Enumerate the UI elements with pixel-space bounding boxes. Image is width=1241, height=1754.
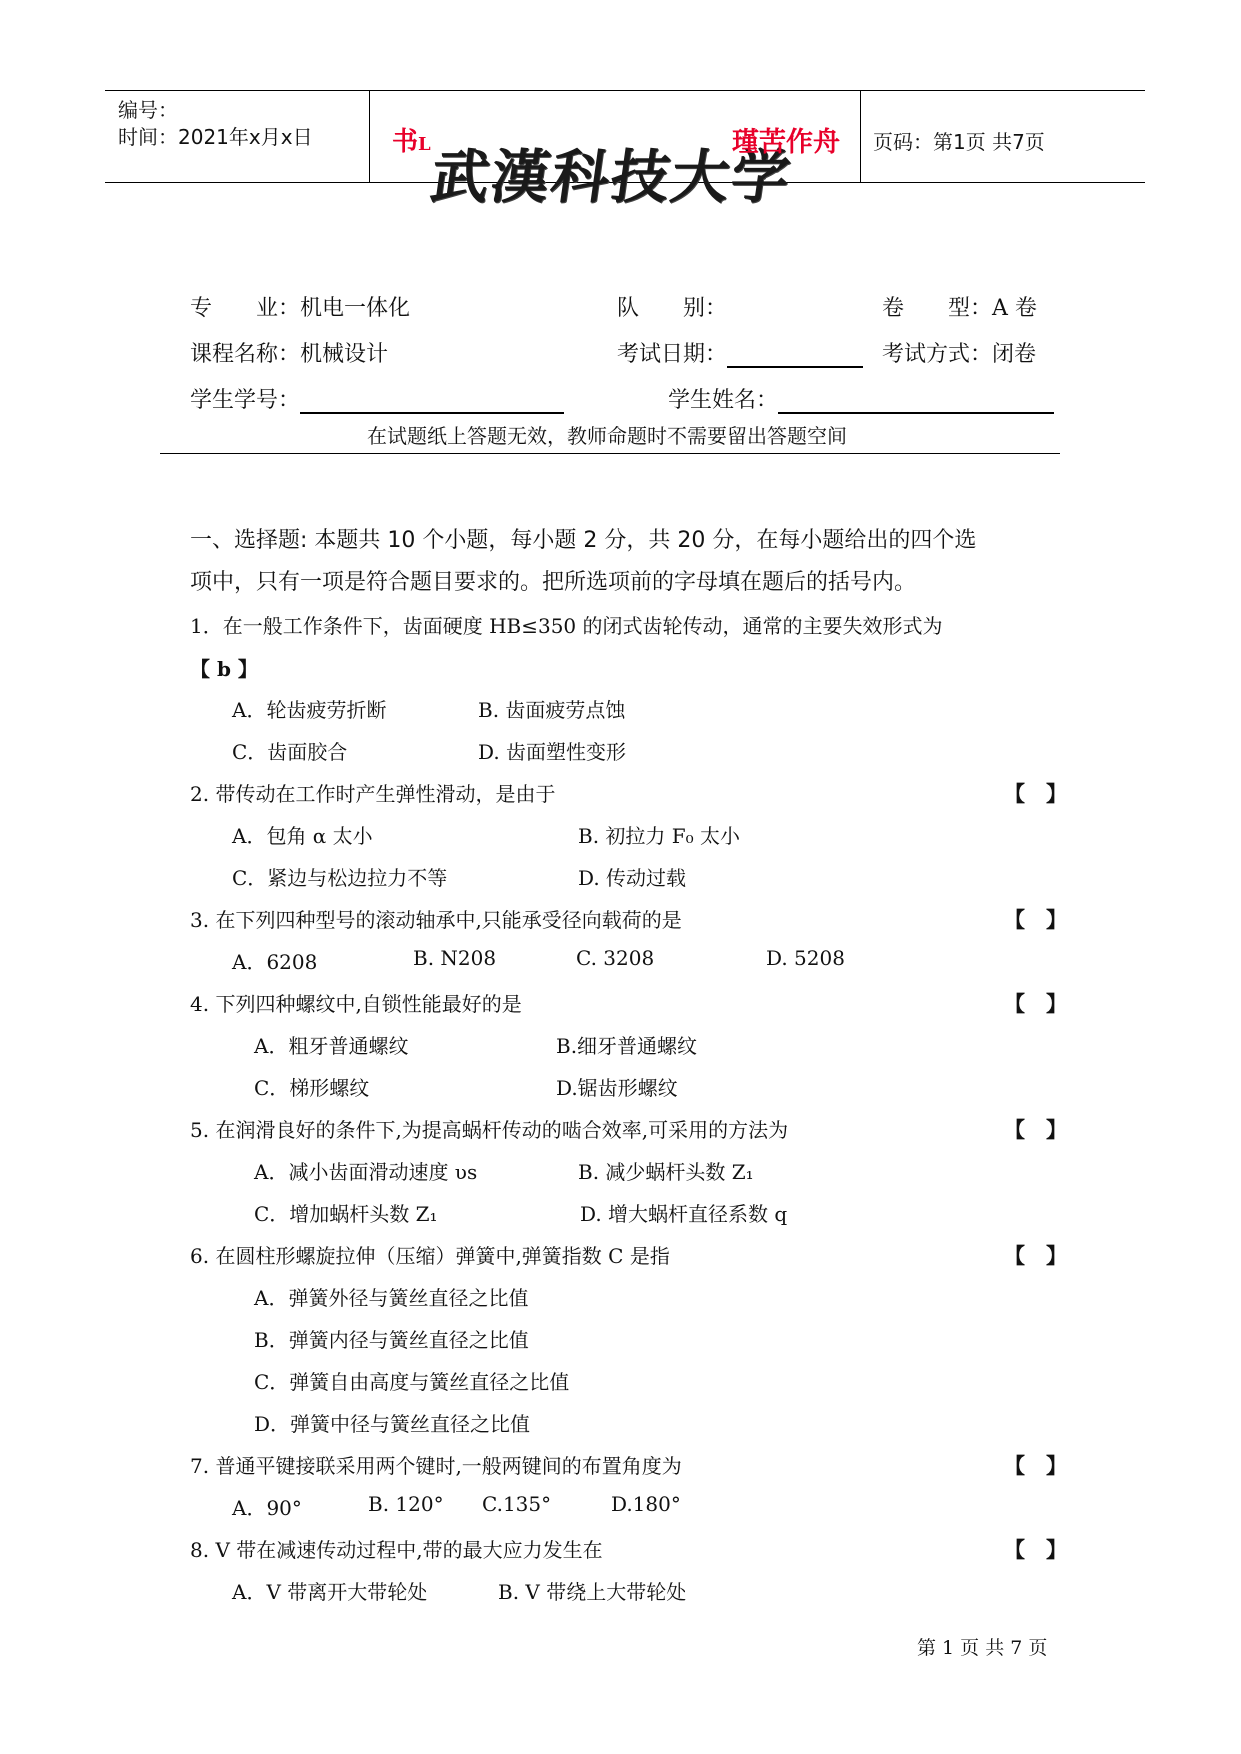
slogan-left-cut: L xyxy=(418,134,431,155)
question-1-stem: 1．在一般工作条件下，齿面硬度 HB≤350 的闭式齿轮传动，通常的主要失效形式为 xyxy=(190,614,943,638)
question-5-stem: 5. 在润滑良好的条件下,为提高蜗杆传动的啮合效率,可采用的方法为 xyxy=(190,1118,789,1142)
exam-date-blank[interactable] xyxy=(727,340,863,368)
question-1-option-b[interactable]: B. 齿面疲劳点蚀 xyxy=(478,698,626,722)
header-divider-left xyxy=(369,90,370,183)
doc-number-label: 编号： xyxy=(118,98,178,122)
section1-title-line2: 项中，只有一项是符合题目要求的。把所选项前的字母填在题后的括号内。 xyxy=(190,570,917,595)
question-6-stem: 6. 在圆柱形螺旋拉伸（压缩）弹簧中,弹簧指数 C 是指 xyxy=(190,1244,670,1268)
team-field: 队 别： xyxy=(617,296,728,321)
question-7-bracket[interactable]: 【 】 xyxy=(1004,1453,1067,1478)
question-2-option-d[interactable]: D. 传动过载 xyxy=(578,866,687,890)
question-3-option-c[interactable]: C. 3208 xyxy=(576,946,655,970)
question-8-option-a[interactable]: A．V 带离开大带轮处 xyxy=(232,1580,428,1604)
answer-notice: 在试题纸上答题无效，教师命题时不需要留出答题空间 xyxy=(367,424,847,448)
question-2-option-c[interactable]: C．紧边与松边拉力不等 xyxy=(232,866,448,890)
question-2-stem: 2. 带传动在工作时产生弹性滑动，是由于 xyxy=(190,782,556,806)
slogan-left-char: 书 xyxy=(392,127,419,157)
student-id-field xyxy=(190,383,564,414)
question-8-option-b[interactable]: B. V 带绕上大带轮处 xyxy=(498,1580,687,1604)
question-3-bracket[interactable]: 【 】 xyxy=(1004,907,1067,932)
student-name-label: 学生姓名： xyxy=(668,388,779,413)
header-top-border xyxy=(105,90,1145,91)
question-4-stem: 4. 下列四种螺纹中,自锁性能最好的是 xyxy=(190,992,522,1016)
major-field: 专 业：机电一体化 xyxy=(190,296,411,321)
question-5-option-a[interactable]: A．减小齿面滑动速度 υs xyxy=(254,1160,478,1184)
student-name-blank[interactable] xyxy=(778,386,1054,414)
question-4-option-c[interactable]: C．梯形螺纹 xyxy=(254,1076,370,1100)
question-8-bracket[interactable]: 【 】 xyxy=(1004,1537,1067,1562)
question-7-option-d[interactable]: D.180° xyxy=(611,1492,681,1516)
question-5-bracket[interactable]: 【 】 xyxy=(1004,1117,1067,1142)
question-7-option-a[interactable]: A．90° xyxy=(232,1496,302,1520)
section1-title-line1: 一、选择题: 本题共 10 个小题，每小题 2 分，共 20 分，在每小题给出的四个选 xyxy=(190,528,977,553)
question-4-option-a[interactable]: A．粗牙普通螺纹 xyxy=(254,1034,409,1058)
page-code: 页码：第1页 共7页 xyxy=(873,130,1045,154)
question-2-bracket[interactable]: 【 】 xyxy=(1004,781,1067,806)
exam-date-label: 考试日期： xyxy=(617,342,728,367)
header-divider-right xyxy=(860,90,861,183)
question-8-stem: 8. V 带在减速传动过程中,带的最大应力发生在 xyxy=(190,1538,603,1562)
question-5-option-b[interactable]: B. 减少蜗杆头数 Z₁ xyxy=(578,1160,754,1184)
question-4-option-d[interactable]: D.锯齿形螺纹 xyxy=(556,1076,678,1100)
question-1-option-c[interactable]: C．齿面胶合 xyxy=(232,740,348,764)
question-4-bracket[interactable]: 【 】 xyxy=(1004,991,1067,1016)
question-6-option-b[interactable]: B．弹簧内径与簧丝直径之比值 xyxy=(254,1328,529,1352)
question-3-stem: 3. 在下列四种型号的滚动轴承中,只能承受径向载荷的是 xyxy=(190,908,682,932)
course-name-field: 课程名称：机械设计 xyxy=(190,342,389,367)
page-footer: 第 1 页 共 7 页 xyxy=(917,1637,1048,1659)
question-6-option-a[interactable]: A．弹簧外径与簧丝直径之比值 xyxy=(254,1286,529,1310)
question-1-answer[interactable]: 【 b 】 xyxy=(190,657,258,681)
question-5-option-d[interactable]: D. 增大蜗杆直径系数 q xyxy=(580,1202,788,1226)
student-id-blank[interactable] xyxy=(300,386,564,414)
doc-time-label: 时间：2021年x月x日 xyxy=(118,125,313,149)
question-7-option-b[interactable]: B. 120° xyxy=(368,1492,444,1516)
question-3-option-d[interactable]: D. 5208 xyxy=(766,946,845,970)
slogan-left xyxy=(392,121,431,158)
question-7-option-c[interactable]: C.135° xyxy=(482,1492,552,1516)
question-2-option-b[interactable]: B. 初拉力 F₀ 太小 xyxy=(578,824,741,848)
question-3-option-b[interactable]: B. N208 xyxy=(413,946,497,970)
slogan-right: 瑾苦作舟 xyxy=(732,127,840,158)
question-1-option-d[interactable]: D. 齿面塑性变形 xyxy=(478,740,627,764)
question-2-option-a[interactable]: A．包角 α 太小 xyxy=(232,824,373,848)
info-bottom-rule xyxy=(160,453,1060,454)
student-id-label: 学生学号： xyxy=(190,388,301,413)
question-7-stem: 7. 普通平键接联采用两个键时,一般两键间的布置角度为 xyxy=(190,1454,682,1478)
question-4-option-b[interactable]: B.细牙普通螺纹 xyxy=(556,1034,698,1058)
question-6-option-c[interactable]: C．弹簧自由高度与簧丝直径之比值 xyxy=(254,1370,570,1394)
paper-type-field: 卷 型：A 卷 xyxy=(882,296,1037,321)
question-6-option-d[interactable]: D．弹簧中径与簧丝直径之比值 xyxy=(254,1412,531,1436)
question-1-option-a[interactable]: A．轮齿疲劳折断 xyxy=(232,698,387,722)
exam-mode-field: 考试方式：闭卷 xyxy=(882,342,1037,367)
question-3-option-a[interactable]: A．6208 xyxy=(232,950,318,974)
question-6-bracket[interactable]: 【 】 xyxy=(1004,1243,1067,1268)
question-5-option-c[interactable]: C．增加蜗杆头数 Z₁ xyxy=(254,1202,438,1226)
student-name-field xyxy=(668,383,1054,414)
exam-date-field xyxy=(617,337,863,368)
university-logo: 武漢科技大学 xyxy=(426,143,797,211)
